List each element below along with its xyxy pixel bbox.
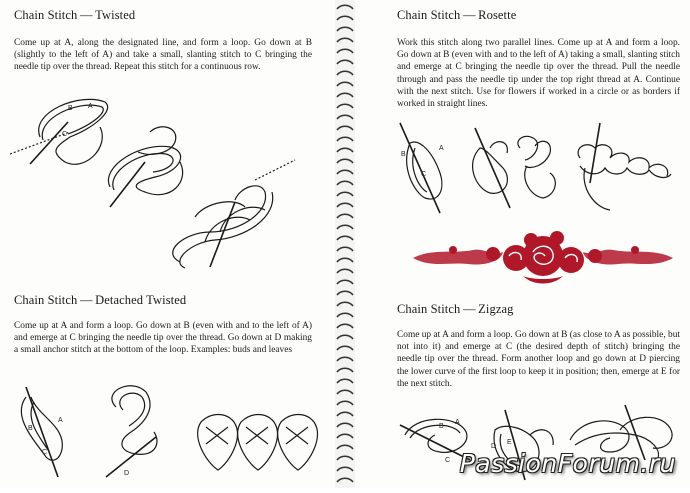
zigzag-loop-3 <box>570 421 629 452</box>
spiral-coil <box>337 82 353 86</box>
twisted-section <box>14 8 312 74</box>
needle-2 <box>110 162 145 207</box>
spiral-coil <box>337 93 353 97</box>
rosette-title: Chain Stitch — Rosette <box>397 8 517 22</box>
zigzag-section <box>397 302 680 390</box>
spiral-coil <box>337 346 353 350</box>
spiral-coil <box>337 181 353 185</box>
spiral-coil <box>337 445 353 449</box>
label-c: C <box>42 449 48 456</box>
rosette-chain-row-lower <box>580 166 671 177</box>
spiral-coils <box>335 0 355 488</box>
spiral-coil <box>337 412 353 416</box>
spiral-coil <box>337 170 353 174</box>
spiral-coil <box>337 159 353 163</box>
spiral-coil <box>337 60 353 64</box>
rosette-loop-3-bottom <box>525 166 556 198</box>
detached-title: Chain Stitch — Detached Twisted <box>14 293 187 307</box>
spiral-coil <box>337 148 353 152</box>
label-d: D <box>124 470 130 477</box>
rosette-loop-2-top <box>490 142 507 153</box>
watermark: PassionForum.ru <box>459 449 676 478</box>
label-b: B <box>68 105 73 112</box>
bud-3-cross <box>286 427 308 444</box>
spiral-coil <box>337 104 353 108</box>
spiral-coil <box>337 236 353 240</box>
spiral-coil <box>337 247 353 251</box>
spiral-coil <box>337 203 353 207</box>
label-a: A <box>88 103 93 110</box>
spiral-coil <box>337 357 353 361</box>
detached-needle-1 <box>26 387 58 477</box>
label-b: B <box>439 423 444 430</box>
spiral-coil <box>337 478 353 482</box>
spiral-coil <box>337 5 353 9</box>
twisted-stitch-drawing <box>10 92 310 282</box>
spiral-coil <box>337 137 353 141</box>
spiral-binding <box>335 0 355 488</box>
detached-loop-2 <box>112 386 157 455</box>
design-line-3 <box>255 160 295 180</box>
label-d: D <box>491 443 497 450</box>
label-b: B <box>401 151 406 158</box>
label-a: A <box>439 145 444 152</box>
label-c: C <box>445 457 451 464</box>
label-c: C <box>421 171 427 178</box>
needle-3 <box>210 202 235 267</box>
label-b: B <box>28 425 33 432</box>
detached-stitch-drawing <box>6 382 326 482</box>
twisted-text: Come up at A, along the designated line, and form a loop. Go down at B (slightly to the left of A) and take a small, slanting stitch to C bringing the needle tip over the thread. Repeat this stitch for a continuous row. <box>14 38 312 73</box>
rosette-needle-1 <box>400 123 440 213</box>
rosette-chain-tail <box>584 168 610 210</box>
spiral-coil <box>337 423 353 427</box>
spiral-coil <box>337 324 353 328</box>
right-page <box>355 0 690 488</box>
detached-text: Come up at A and form a loop. Go down at B (even with and to the left of A) and emerge at C bringing the needle tip over the thread. Go down at D making a small anchor stitch at the bottom of the loop. Examples: buds and leaves <box>14 321 312 356</box>
zigzag-loop-2b <box>530 430 553 445</box>
spiral-coil <box>337 401 353 405</box>
detached-needle-2 <box>106 437 156 477</box>
label-a: A <box>58 417 63 424</box>
rosette-stitch-drawing <box>395 118 685 218</box>
bud-3 <box>278 415 318 471</box>
floral-border-image <box>413 228 673 286</box>
zigzag-loop-1-inner <box>410 425 460 438</box>
spiral-coil <box>337 115 353 119</box>
spiral-coil <box>337 71 353 75</box>
label-e: E <box>507 439 512 446</box>
spiral-coil <box>337 390 353 394</box>
bud-1 <box>198 415 238 471</box>
zigzag-text: Come up at A and form a loop. Go down at B (as close to A as possible, but not into it) and emerge at C (the desired depth of stitch) bringing the needle tip over the thread. Form another loop and go down at D piercing the lower curve of the first loop to keep it in position; then, emerge at E for the next stitch. <box>397 330 680 389</box>
spiral-coil <box>337 280 353 284</box>
spiral-coil <box>337 27 353 31</box>
spiral-coil <box>337 467 353 471</box>
spiral-coil <box>337 49 353 53</box>
spiral-coil <box>337 313 353 317</box>
spiral-coil <box>337 16 353 20</box>
label-c: C <box>62 131 68 138</box>
zigzag-title: Chain Stitch — Zigzag <box>397 302 514 316</box>
red-rose-border-icon <box>413 228 673 286</box>
bud-2-cross <box>246 427 268 444</box>
spiral-coil <box>337 214 353 218</box>
spiral-coil <box>337 335 353 339</box>
spiral-coil <box>337 368 353 372</box>
rosette-text: Work this stitch along two parallel lines. Come up at A and form a loop. Go down at B (even with and to the left of A) taking a small, slanting stitch and emerge at C bringing the needle tip over the thread. Pull the needle through and pass the needle tip under the top right thread at A. Continue with the next stitch. Use for flowers if worked in a circle or as borders if worked in straight lines. <box>397 38 680 110</box>
spiral-coil <box>337 225 353 229</box>
bud-2 <box>238 415 278 471</box>
bud-1-cross <box>206 427 228 444</box>
loop-2-inner <box>113 154 173 190</box>
twisted-illustration <box>10 92 310 282</box>
spiral-coil <box>337 258 353 262</box>
twisted-title: Chain Stitch — Twisted <box>14 8 136 22</box>
rosette-section <box>397 8 680 110</box>
loop-2b <box>138 127 176 155</box>
spiral-coil <box>337 38 353 42</box>
spiral-coil <box>337 456 353 460</box>
chain-3-top <box>195 202 245 217</box>
rosette-loop-2 <box>473 148 508 193</box>
detached-illustration <box>6 382 326 482</box>
spiral-coil <box>337 434 353 438</box>
spiral-coil <box>337 126 353 130</box>
left-page <box>0 0 335 488</box>
spiral-coil <box>337 269 353 273</box>
rosette-needle-2 <box>475 128 510 208</box>
spiral-coil <box>337 379 353 383</box>
detached-section <box>14 293 312 357</box>
rosette-loop-3 <box>518 136 551 167</box>
spiral-coil <box>337 291 353 295</box>
detached-loop-2-inner <box>120 393 145 426</box>
spiral-coil <box>337 302 353 306</box>
spiral-coil <box>337 192 353 196</box>
rosette-illustration <box>395 118 685 218</box>
label-a: A <box>455 419 460 426</box>
